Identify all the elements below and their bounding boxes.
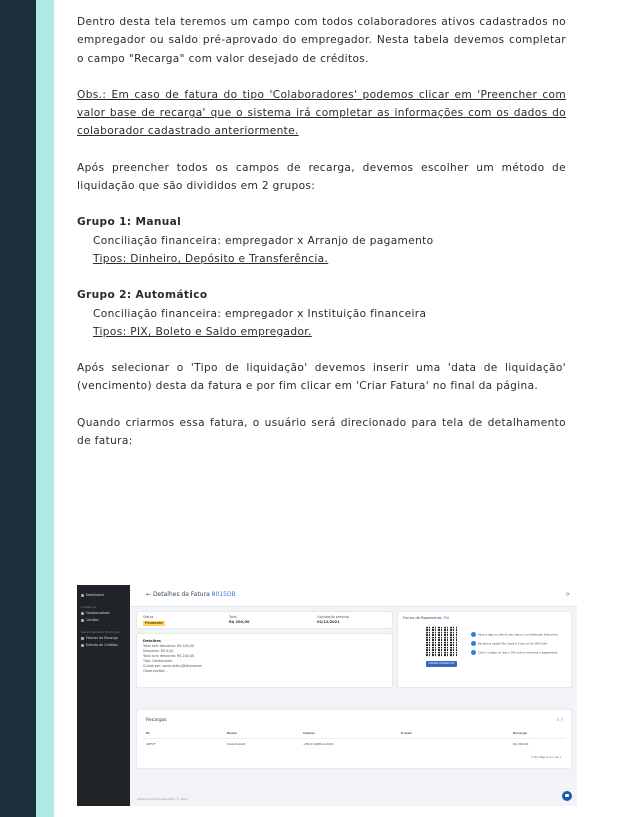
table-cell: 99FCF: [146, 742, 156, 746]
pix-step: Cole o código ou leia o QR code e confirme o pagamento: [471, 650, 558, 656]
pix-step: Abra o app ou site do seu banco ou instituição financeira: [471, 632, 558, 638]
sidebar-item-extrato[interactable]: Extrato de Créditos: [81, 643, 118, 648]
app-topbar: [130, 585, 577, 607]
group-2-types: Tipos: PIX, Boleto e Saldo empregador.: [93, 325, 312, 338]
obs-paragraph: Obs.: Em caso de fatura do tipo 'Colaboradores' podemos clicar em 'Preencher com valor base de recarga' que o sistema irá completar as informações com os dados do colaborador cadastrado anteriormente.: [77, 88, 566, 138]
payment-method: Forma de Pagamento: PIX: [403, 616, 450, 620]
group-2: [77, 286, 566, 341]
column-header: Celular: [303, 731, 315, 735]
back-arrow-icon[interactable]: ←: [146, 591, 153, 598]
details-line: Observações: -: [143, 669, 168, 673]
column-header: E-mail: [401, 731, 412, 735]
column-header: ID: [146, 731, 150, 735]
app-main: [130, 585, 577, 806]
status-badge: Pendente: [145, 621, 163, 625]
summary-card: [136, 611, 393, 629]
sidebar-section-cadastros: Cadastros: [81, 605, 96, 609]
group-2-desc: Conciliação financeira: empregador x Instituição financeira: [93, 307, 427, 320]
search-icon[interactable]: ⌕ ▿: [556, 718, 563, 723]
sidebar-item-cartoes[interactable]: Cartões: [81, 618, 99, 623]
left-dark-stripe: [0, 0, 36, 817]
pix-step: Escolha a opção Pix Copia e Cola ou Ler QR Code: [471, 641, 547, 647]
total-label: Total: [229, 615, 237, 619]
document-body: [77, 13, 566, 468]
group-1: [77, 213, 566, 268]
page-title: ← Detalhes da Fatura 8015DB: [146, 591, 236, 598]
recargas-card: [136, 709, 572, 769]
sidebar-item-colaboradores[interactable]: Colaboradores: [81, 611, 110, 616]
when-created-paragraph: Quando criarmos essa fatura, o usuário será direcionado para tela de detalhamento de fatura:: [77, 416, 566, 448]
sidebar-section-financeiro: Gerenciamento Financeiro: [81, 630, 121, 634]
details-line: Desconto: R$ 0,00: [143, 649, 174, 653]
group-1-types: Tipos: Dinheiro, Depósito e Transferência.: [93, 252, 329, 265]
table-cell: +55(11)98911-2021: [303, 742, 334, 746]
details-line: Criada por: savio.rodius@alteracom: [143, 664, 203, 668]
liquidation-intro: Após preencher todos os campos de recarga, devemos escolher um método de liquidação que são divididos em 2 grupos:: [77, 161, 566, 193]
details-line: Total sem desconto: R$ 200,00: [143, 644, 194, 648]
details-line: Total com desconto: R$ 200,00: [143, 654, 195, 658]
status-label: Status: [143, 615, 154, 619]
app-footer: Alfred Cred Free ReactPro © 2021: [137, 797, 188, 801]
details-card: [136, 633, 393, 688]
sidebar-item-faturas[interactable]: Faturas de Recarga: [81, 636, 118, 641]
invoice-details-screenshot: [77, 585, 577, 806]
group-1-desc: Conciliação financeira: empregador x Arranjo de pagamento: [93, 234, 434, 247]
total-value: R$ 200,00: [229, 620, 250, 624]
recargas-title: Recargas: [146, 718, 167, 723]
chat-icon[interactable]: [562, 791, 572, 801]
intro-paragraph: Dentro desta tela teremos um campo com todos colaboradores ativos cadastrados no empregador ou saldo pré-aprovado do empregador. Nesta tabela devemos completar o campo "Recarga" com valor desejado de créditos.: [77, 16, 566, 65]
column-header: Nome: [227, 731, 237, 735]
group-1-title: Grupo 1: Manual: [77, 216, 182, 229]
column-header: Recarga: [513, 731, 527, 735]
pagination[interactable]: 5 Por Página 1-1 de 1: [531, 755, 561, 759]
details-title: Detalhes: [143, 639, 161, 643]
date-value: 02/12/2021: [317, 620, 340, 624]
copy-pix-button[interactable]: COPIAR CÓDIGO PIX: [426, 661, 457, 667]
pix-qr-code: [426, 626, 457, 657]
app-sidebar: [77, 585, 130, 806]
left-teal-stripe: [36, 0, 54, 817]
date-label: Liquidação prevista: [317, 615, 350, 619]
payment-card: [397, 611, 572, 688]
refresh-icon[interactable]: ⟳: [565, 592, 570, 598]
invoice-id: 8015DB: [211, 591, 236, 598]
sidebar-item-dashboard[interactable]: Dashboard: [81, 593, 104, 598]
table-cell: R$ 200,00: [513, 742, 529, 746]
after-select-paragraph: Após selecionar o 'Tipo de liquidação' devemos inserir uma 'data de liquidação' (vencimento) desta da fatura e por fim clicar em 'Criar Fatura' no final da página.: [77, 362, 566, 393]
group-2-title: Grupo 2: Automático: [77, 289, 208, 302]
details-line: Tipo: Colaborador: [143, 659, 173, 663]
table-cell: Cleia Pereilli: [227, 742, 246, 746]
